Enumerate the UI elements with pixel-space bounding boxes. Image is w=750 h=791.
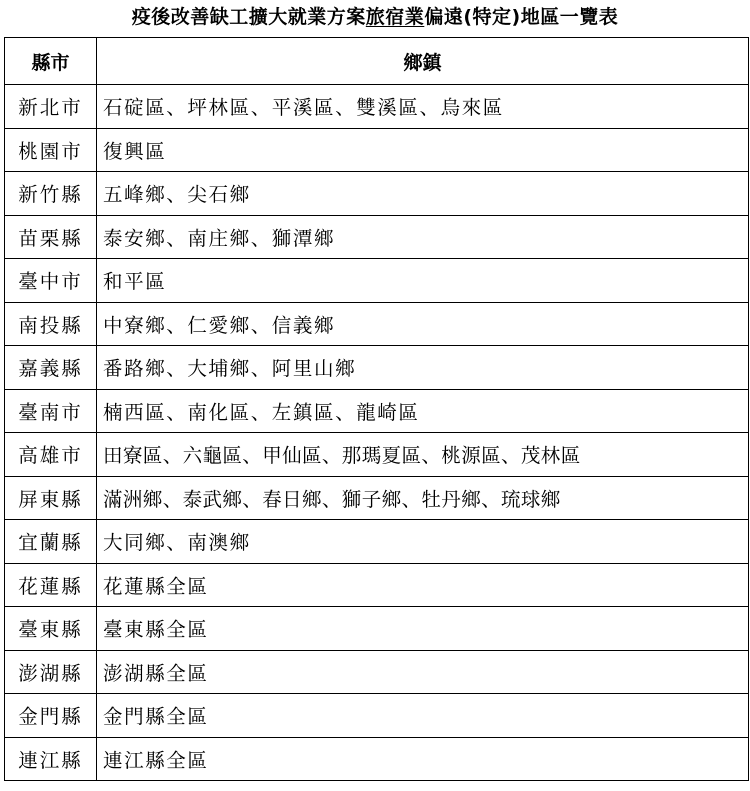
row-towns: 連江縣全區 xyxy=(97,737,749,781)
title-part-1: 疫後改善缺工擴大就業方案 xyxy=(131,6,366,28)
table-row xyxy=(5,563,749,607)
table-row xyxy=(5,215,749,259)
row-towns: 中寮鄉、仁愛鄉、信義鄉 xyxy=(97,302,749,346)
table-row xyxy=(5,520,749,564)
row-towns: 臺東縣全區 xyxy=(97,607,749,651)
header-towns: 鄉鎮 xyxy=(97,38,749,85)
table-row xyxy=(5,433,749,477)
table-row xyxy=(5,259,749,303)
row-towns: 澎湖縣全區 xyxy=(97,650,749,694)
row-county: 嘉義縣 xyxy=(5,346,97,390)
row-towns: 滿洲鄉、泰武鄉、春日鄉、獅子鄉、牡丹鄉、琉球鄉 xyxy=(97,476,749,520)
row-towns: 石碇區、坪林區、平溪區、雙溪區、烏來區 xyxy=(97,85,749,129)
title-underlined-industry: 旅宿業 xyxy=(365,6,425,28)
table-row xyxy=(5,128,749,172)
header-county: 縣市 xyxy=(5,38,97,85)
row-towns: 五峰鄉、尖石鄉 xyxy=(97,172,749,216)
row-county: 宜蘭縣 xyxy=(5,520,97,564)
table-row xyxy=(5,607,749,651)
table-row xyxy=(5,172,749,216)
row-towns: 泰安鄉、南庄鄉、獅潭鄉 xyxy=(97,215,749,259)
row-county: 南投縣 xyxy=(5,302,97,346)
title-part-2: 偏遠 xyxy=(424,6,464,28)
page-title xyxy=(0,0,750,34)
row-county: 高雄市 xyxy=(5,433,97,477)
row-county: 金門縣 xyxy=(5,694,97,738)
row-county: 臺南市 xyxy=(5,389,97,433)
row-county: 臺東縣 xyxy=(5,607,97,651)
row-towns: 田寮區、六龜區、甲仙區、那瑪夏區、桃源區、茂林區 xyxy=(97,433,749,477)
table-row xyxy=(5,346,749,390)
table-row xyxy=(5,737,749,781)
row-towns: 花蓮縣全區 xyxy=(97,563,749,607)
row-towns: 復興區 xyxy=(97,128,749,172)
title-part-3: (特定)地區一覽表 xyxy=(463,6,619,28)
row-towns: 楠西區、南化區、左鎮區、龍崎區 xyxy=(97,389,749,433)
row-county: 花蓮縣 xyxy=(5,563,97,607)
row-towns: 大同鄉、南澳鄉 xyxy=(97,520,749,564)
table-header-row xyxy=(5,38,749,85)
row-towns: 番路鄉、大埔鄉、阿里山鄉 xyxy=(97,346,749,390)
row-county: 苗栗縣 xyxy=(5,215,97,259)
table-row xyxy=(5,389,749,433)
table-row xyxy=(5,302,749,346)
row-county: 連江縣 xyxy=(5,737,97,781)
row-towns: 和平區 xyxy=(97,259,749,303)
table-row xyxy=(5,476,749,520)
row-county: 桃園市 xyxy=(5,128,97,172)
row-county: 新竹縣 xyxy=(5,172,97,216)
row-county: 臺中市 xyxy=(5,259,97,303)
table-row xyxy=(5,650,749,694)
remote-areas-table xyxy=(4,37,749,781)
row-county: 屏東縣 xyxy=(5,476,97,520)
row-county: 新北市 xyxy=(5,85,97,129)
row-towns: 金門縣全區 xyxy=(97,694,749,738)
row-county: 澎湖縣 xyxy=(5,650,97,694)
table-row xyxy=(5,694,749,738)
table-row xyxy=(5,85,749,129)
